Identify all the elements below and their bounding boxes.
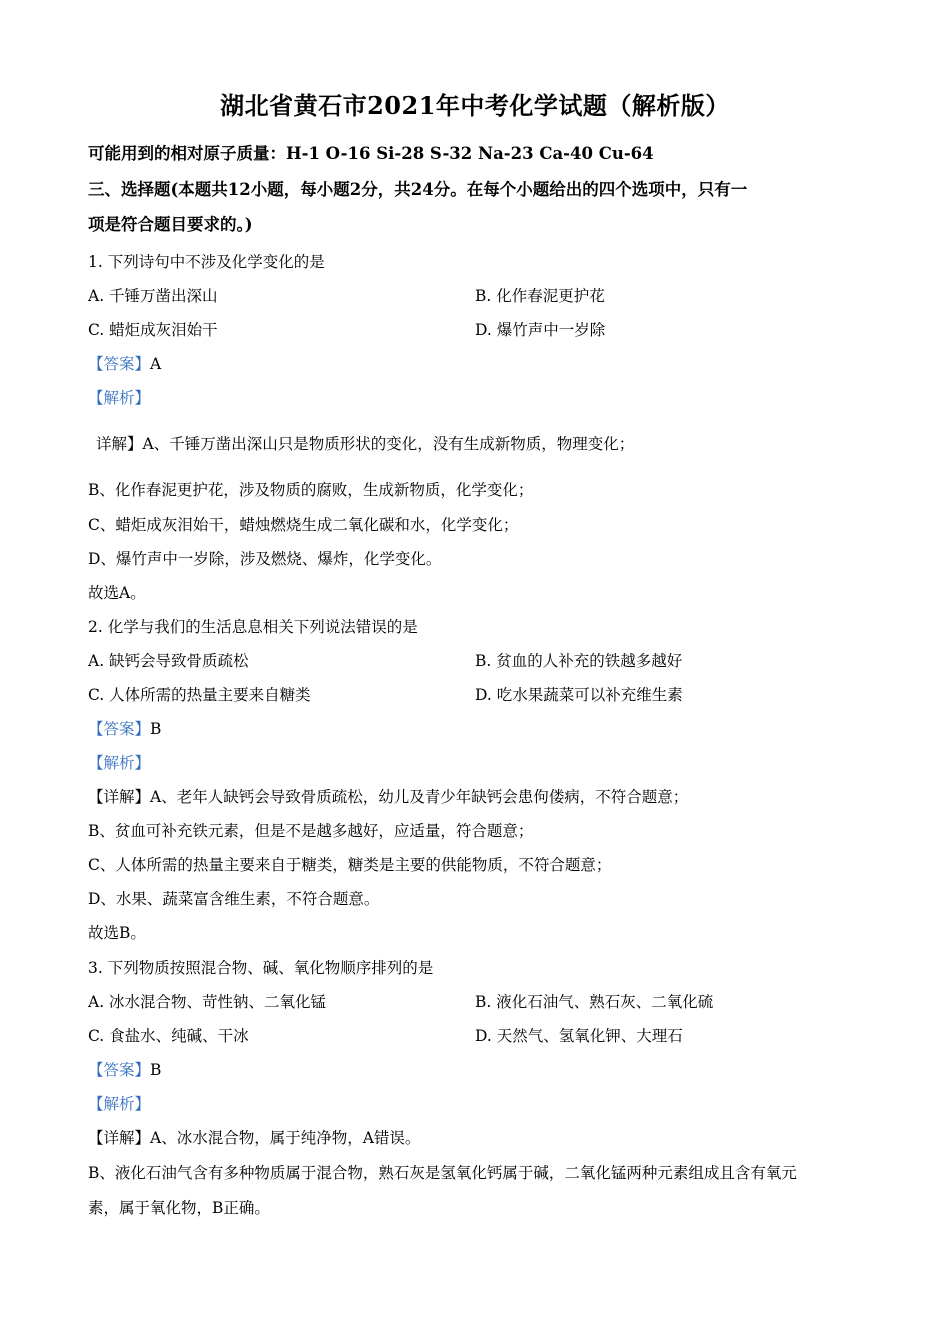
q2-analysis-tag: 【解析】	[88, 754, 151, 772]
q3-detail-line: 素，属于氧化物，B正确。	[88, 1199, 270, 1217]
q2-detail-line: 故选B。	[88, 924, 146, 942]
q2-option-c: C. 人体所需的热量主要来自糖类	[88, 686, 311, 704]
q1-detail-line: C、蜡炬成灰泪始干，蜡烛燃烧生成二氧化碳和水，化学变化；	[88, 516, 519, 534]
atomic-mass-line: 可能用到的相对原子质量：H-1 O-16 Si-28 S-32 Na-23 Ca-40 Cu-64	[88, 144, 654, 163]
answer-tag: 【答案】	[88, 720, 151, 738]
q1-detail-line: 故选A。	[88, 584, 146, 602]
q2-option-a: A. 缺钙会导致骨质疏松	[88, 652, 249, 670]
answer-tag: 【答案】	[88, 355, 151, 373]
q2-detail-line: C、人体所需的热量主要来自于糖类，糖类是主要的供能物质，不符合题意；	[88, 856, 612, 874]
section-header-line2: 项是符合题目要求的。)	[88, 215, 253, 234]
q3-answer-value: B	[150, 1061, 162, 1079]
q2-detail-line: D、水果、蔬菜富含维生素，不符合题意。	[88, 890, 380, 908]
q3-option-a: A. 冰水混合物、苛性钠、二氧化锰	[88, 993, 327, 1011]
q3-detail-line: B、液化石油气含有多种物质属于混合物，熟石灰是氢氧化钙属于碱，二氧化锰两种元素组成且含有氧元	[88, 1164, 797, 1182]
q1-answer	[88, 353, 161, 375]
q1-option-a: A. 千锤万凿出深山	[88, 287, 218, 305]
q2-answer	[88, 718, 161, 740]
q3-option-c: C. 食盐水、纯碱、干冰	[88, 1027, 249, 1045]
q1-analysis-tag: 【解析】	[88, 389, 151, 407]
q1-detail-line: D、爆竹声中一岁除，涉及燃烧、爆炸，化学变化。	[88, 550, 442, 568]
q1-option-c: C. 蜡炬成灰泪始干	[88, 321, 218, 339]
q2-option-b: B. 贫血的人补充的铁越多越好	[475, 652, 683, 670]
q3-stem: 3. 下列物质按照混合物、碱、氧化物顺序排列的是	[88, 959, 434, 977]
q1-detail-line: 详解】A、千锤万凿出深山只是物质形状的变化，没有生成新物质，物理变化；	[96, 435, 635, 453]
q2-detail-line: 【详解】A、老年人缺钙会导致骨质疏松，幼儿及青少年缺钙会患佝偻病，不符合题意；	[88, 788, 689, 806]
page-title: 湖北省黄石市2021年中考化学试题（解析版）	[220, 91, 730, 120]
section-header-line1: 三、选择题(本题共12小题，每小题2分，共24分。在每个小题给出的四个选项中，只有一	[88, 180, 748, 199]
q2-option-d: D. 吃水果蔬菜可以补充维生素	[475, 686, 683, 704]
q2-answer-value: B	[150, 720, 162, 738]
q2-stem: 2. 化学与我们的生活息息相关下列说法错误的是	[88, 618, 418, 636]
q1-option-b: B. 化作春泥更护花	[475, 287, 605, 305]
q3-detail-line: 【详解】A、冰水混合物，属于纯净物，A错误。	[88, 1129, 421, 1147]
q1-answer-value: A	[150, 355, 162, 373]
answer-tag: 【答案】	[88, 1061, 151, 1079]
q3-analysis-tag: 【解析】	[88, 1095, 151, 1113]
q3-option-b: B. 液化石油气、熟石灰、二氧化硫	[475, 993, 714, 1011]
q1-stem: 1. 下列诗句中不涉及化学变化的是	[88, 253, 325, 271]
q3-answer	[88, 1059, 161, 1081]
q2-detail-line: B、贫血可补充铁元素，但是不是越多越好，应适量，符合题意；	[88, 822, 534, 840]
q3-option-d: D. 天然气、氢氧化钾、大理石	[475, 1027, 683, 1045]
q1-detail-line: B、化作春泥更护花，涉及物质的腐败，生成新物质，化学变化；	[88, 481, 534, 499]
q1-option-d: D. 爆竹声中一岁除	[475, 321, 606, 339]
